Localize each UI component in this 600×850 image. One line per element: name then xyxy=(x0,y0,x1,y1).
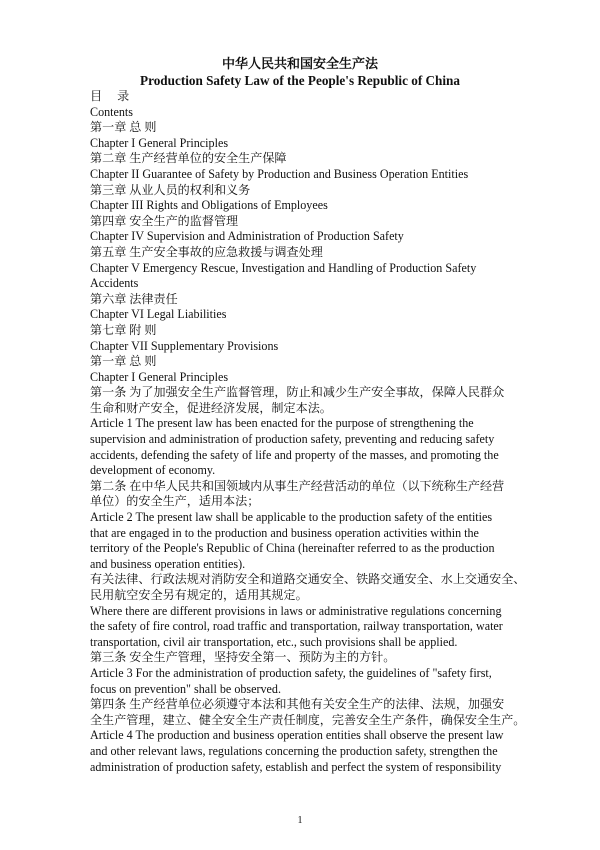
toc-chapter-1-cn: 第一章 总 则 xyxy=(90,120,157,135)
chapter-1-heading-cn: 第一章 总 则 xyxy=(90,354,157,369)
toc-chapter-6-cn: 第六章 法律责任 xyxy=(90,291,178,306)
article-4-cn-line2: 全生产管理，建立、健全安全生产责任制度，完善安全生产条件，确保安全生产。 xyxy=(90,712,526,727)
article-4-cn-line1: 第四条 生产经营单位必须遵守本法和其他有关安全生产的法律、法规，加强安 xyxy=(90,697,505,712)
article-1-cn-line1: 第一条 为了加强安全生产监督管理，防止和减少生产安全事故，保障人民群众 xyxy=(90,385,505,400)
article-4-en-line2: and other relevant laws, regulations concerning the production safety, strengthen the xyxy=(90,743,498,758)
toc-chapter-4-en: Chapter IV Supervision and Administration of Production Safety xyxy=(90,229,404,244)
article-2-cn-line1: 第二条 在中华人民共和国领域内从事生产经营活动的单位（以下统称生产经营 xyxy=(90,478,505,493)
document-body xyxy=(90,89,526,775)
toc-chapter-6-en: Chapter VI Legal Liabilities xyxy=(90,307,227,322)
toc-chapter-4-cn: 第四章 安全生产的监督管理 xyxy=(90,213,239,228)
article-2-cn-line2: 单位）的安全生产，适用本法； xyxy=(90,494,260,509)
article-2-en-line4: and business operation entities). xyxy=(90,556,246,571)
article-3-cn-line1: 第三条 安全生产管理，坚持安全第一、预防为主的方针。 xyxy=(90,650,396,665)
toc-chapter-3-cn: 第三章 从业人员的权利和义务 xyxy=(90,182,251,197)
toc-heading-english: Contents xyxy=(90,104,134,119)
toc-chapter-3-en: Chapter III Rights and Obligations of Employees xyxy=(90,198,328,213)
article-1-en-line3: accidents, defending the safety of life and property of the masses, and promoting the xyxy=(90,447,499,462)
article-2-para2-en-line3: transportation, civil air transportation, etc., such provisions shall be applied. xyxy=(90,634,458,649)
toc-chapter-5-en-line2: Accidents xyxy=(90,276,139,291)
article-2-en-line2: that are engaged in to the production and business operation activities within the xyxy=(90,525,479,540)
document-title-english: Production Safety Law of the People's Republic of China xyxy=(140,73,460,88)
chapter-1-heading-en: Chapter I General Principles xyxy=(90,369,229,384)
toc-chapter-1-en: Chapter I General Principles xyxy=(90,135,229,150)
article-1-en-line1: Article 1 The present law has been enacted for the purpose of strengthening the xyxy=(90,416,474,431)
article-2-en-line1: Article 2 The present law shall be applicable to the production safety of the entities xyxy=(90,510,493,525)
article-2-para2-cn-line2: 民用航空安全另有规定的，适用其规定。 xyxy=(90,588,308,602)
article-4-en-line1: Article 4 The production and business operation entities shall observe the present law xyxy=(90,728,504,743)
article-2-en-line3: territory of the People's Republic of China (hereinafter referred to as the production xyxy=(90,541,495,556)
document-title-chinese: 中华人民共和国安全生产法 xyxy=(221,56,378,71)
toc-chapter-5-cn: 第五章 生产安全事故的应急救援与调查处理 xyxy=(90,244,323,259)
article-2-para2-en-line2: the safety of fire control, road traffic and transportation, railway transportation, water xyxy=(90,619,503,634)
article-1-cn-line2: 生命和财产安全，促进经济发展，制定本法。 xyxy=(90,400,332,415)
toc-chapter-5-en-line1: Chapter V Emergency Rescue, Investigation and Handling of Production Safety xyxy=(90,260,477,275)
toc-chapter-7-en: Chapter VII Supplementary Provisions xyxy=(90,338,279,353)
toc-chapter-2-cn: 第二章 生产经营单位的安全生产保障 xyxy=(90,151,287,166)
article-1-en-line4: development of economy. xyxy=(90,463,216,478)
article-2-para2-cn-line1: 有关法律、行政法规对消防安全和道路交通安全、铁路交通安全、水上交通安全、 xyxy=(90,572,526,587)
page-number: 1 xyxy=(297,815,303,826)
toc-chapter-2-en: Chapter II Guarantee of Safety by Production and Business Operation Entities xyxy=(90,166,469,181)
article-3-en-line1: Article 3 For the administration of production safety, the guidelines of "safety first, xyxy=(90,665,492,680)
article-3-en-line2: focus on prevention" shall be observed. xyxy=(90,681,281,696)
toc-heading-chinese: 目 录 xyxy=(90,89,136,103)
article-4-en-line3: administration of production safety, establish and perfect the system of responsibility xyxy=(90,759,502,774)
article-1-en-line2: supervision and administration of production safety, preventing and reducing safety xyxy=(90,432,495,447)
article-2-para2-en-line1: Where there are different provisions in laws or administrative regulations concerning xyxy=(90,603,502,618)
toc-chapter-7-cn: 第七章 附 则 xyxy=(90,322,157,337)
